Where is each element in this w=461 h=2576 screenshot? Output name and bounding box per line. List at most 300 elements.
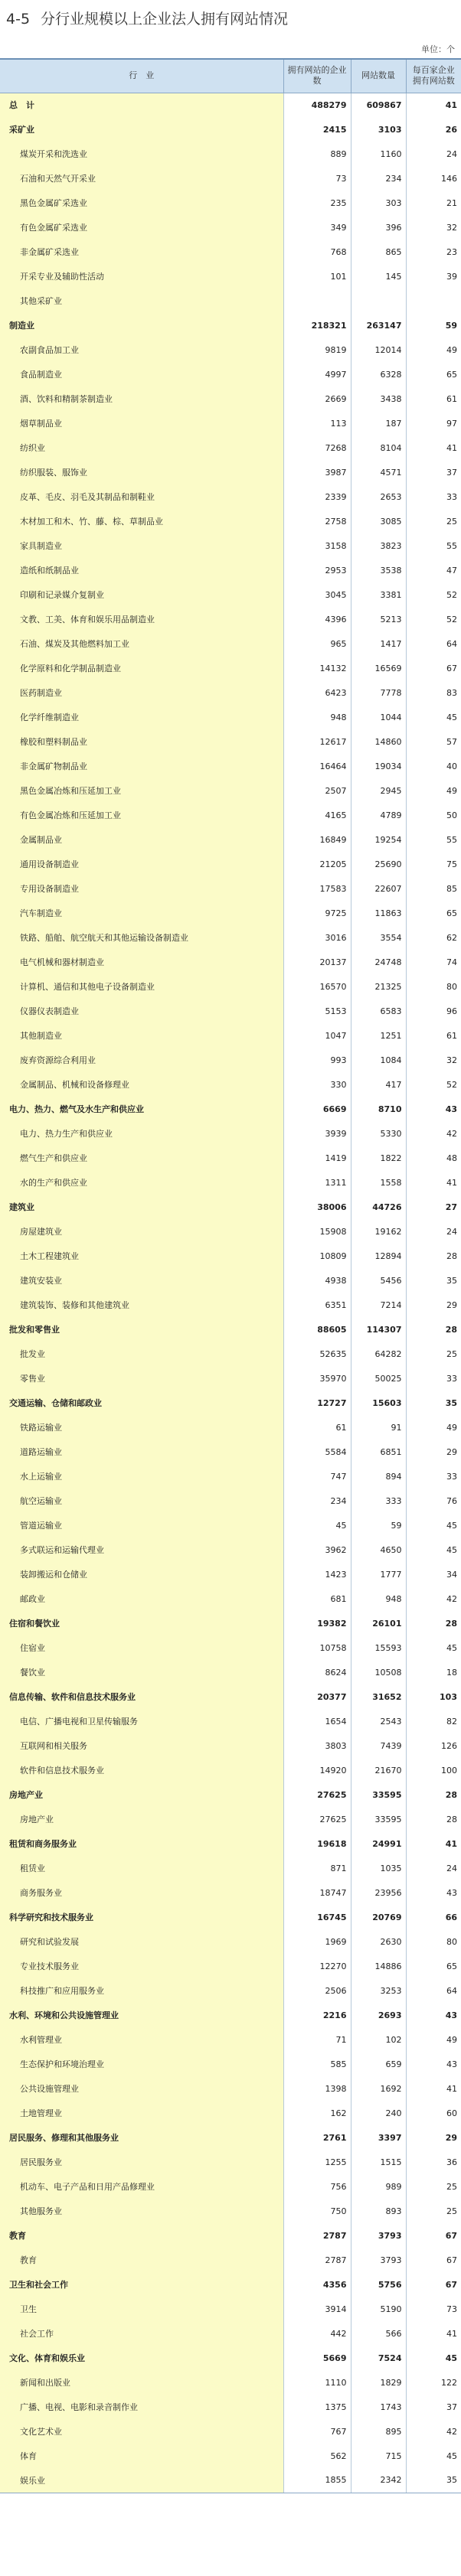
industry-cell: 专用设备制造业 [0,876,283,901]
industry-cell: 房地产业 [0,1807,283,1831]
per-hundred-cell: 25 [406,509,461,533]
industry-cell: 管道运输业 [0,1513,283,1537]
websites-cell: 114307 [351,1317,406,1342]
industry-cell: 广播、电视、电影和录音制作业 [0,2395,283,2419]
per-hundred-cell: 29 [406,1293,461,1317]
table-row [0,2272,461,2297]
table-row [0,1709,461,1733]
per-hundred-cell: 65 [406,1954,461,1978]
industry-cell: 橡胶和塑料制品业 [0,729,283,754]
websites-cell: 7214 [351,1293,406,1317]
industry-cell: 计算机、通信和其他电子设备制造业 [0,974,283,999]
websites-cell: 234 [351,166,406,191]
enterprises-cell: 10809 [283,1244,351,1268]
table-row [0,117,461,142]
enterprises-cell: 10758 [283,1635,351,1660]
websites-cell: 6851 [351,1440,406,1464]
industry-cell: 非金属矿物制品业 [0,754,283,778]
per-hundred-cell: 67 [406,656,461,680]
enterprises-cell: 750 [283,2199,351,2223]
websites-cell: 3793 [351,2248,406,2272]
per-hundred-cell: 28 [406,1244,461,1268]
enterprises-cell: 1654 [283,1709,351,1733]
enterprises-cell: 16745 [283,1905,351,1929]
enterprises-cell: 1423 [283,1562,351,1586]
enterprises-cell: 3962 [283,1537,351,1562]
table-row [0,2052,461,2076]
industry-cell: 租赁和商务服务业 [0,1831,283,1856]
table-row [0,2003,461,2027]
enterprises-cell: 52635 [283,1342,351,1366]
table-row [0,2248,461,2272]
table-row [0,607,461,631]
websites-cell: 2630 [351,1929,406,1954]
enterprises-cell: 101 [283,264,351,289]
table-row [0,2076,461,2101]
per-hundred-cell: 67 [406,2223,461,2248]
websites-cell: 44726 [351,1195,406,1219]
per-hundred-cell: 48 [406,1146,461,1170]
websites-cell: 659 [351,2052,406,2076]
enterprises-cell: 17583 [283,876,351,901]
enterprises-cell: 2953 [283,558,351,582]
websites-cell: 19162 [351,1219,406,1244]
websites-cell: 1417 [351,631,406,656]
table-row [0,1905,461,1929]
per-hundred-cell: 41 [406,1831,461,1856]
websites-cell: 15603 [351,1391,406,1415]
industry-cell: 化学纤维制造业 [0,705,283,729]
industry-cell: 水利、环境和公共设施管理业 [0,2003,283,2027]
enterprises-cell: 16570 [283,974,351,999]
websites-cell: 303 [351,191,406,215]
websites-cell: 948 [351,1586,406,1611]
enterprises-cell: 27625 [283,1782,351,1807]
per-hundred-cell: 28 [406,1782,461,1807]
per-hundred-cell: 57 [406,729,461,754]
per-hundred-cell: 50 [406,803,461,827]
per-hundred-cell: 52 [406,1072,461,1097]
enterprises-cell: 235 [283,191,351,215]
websites-cell: 33595 [351,1782,406,1807]
enterprises-cell: 15908 [283,1219,351,1244]
websites-cell: 566 [351,2321,406,2346]
enterprises-cell: 4356 [283,2272,351,2297]
websites-cell: 5456 [351,1268,406,1293]
industry-cell: 水上运输业 [0,1464,283,1489]
industry-cell: 社会工作 [0,2321,283,2346]
per-hundred-cell: 45 [406,1635,461,1660]
websites-cell: 2543 [351,1709,406,1733]
websites-cell: 12894 [351,1244,406,1268]
per-hundred-cell: 35 [406,1391,461,1415]
industry-cell: 采矿业 [0,117,283,142]
enterprises-cell: 21205 [283,852,351,876]
enterprises-cell: 488279 [283,93,351,117]
websites-cell: 21325 [351,974,406,999]
enterprises-cell: 1255 [283,2150,351,2174]
table-row [0,1782,461,1807]
per-hundred-cell: 33 [406,484,461,509]
industry-cell: 汽车制造业 [0,901,283,925]
industry-cell: 批发业 [0,1342,283,1366]
websites-cell: 59 [351,1513,406,1537]
per-hundred-cell: 45 [406,705,461,729]
per-hundred-cell: 45 [406,2346,461,2370]
per-hundred-cell: 41 [406,2321,461,2346]
websites-cell: 1084 [351,1048,406,1072]
industry-cell: 医药制造业 [0,680,283,705]
industry-cell: 批发和零售业 [0,1317,283,1342]
industry-cell: 其他制造业 [0,1023,283,1048]
enterprises-cell: 562 [283,2444,351,2468]
per-hundred-cell: 33 [406,1464,461,1489]
enterprises-cell: 12270 [283,1954,351,1978]
websites-cell: 12014 [351,337,406,362]
industry-cell: 专业技术服务业 [0,1954,283,1978]
table-row [0,1317,461,1342]
enterprises-cell: 585 [283,2052,351,2076]
enterprises-cell: 4165 [283,803,351,827]
industry-cell: 通用设备制造业 [0,852,283,876]
table-row [0,2419,461,2444]
per-hundred-cell: 103 [406,1684,461,1709]
table-row [0,484,461,509]
industry-cell: 新闻和出版业 [0,2370,283,2395]
per-hundred-cell: 24 [406,142,461,166]
table-row [0,1366,461,1391]
table-row [0,1978,461,2003]
industry-cell: 家具制造业 [0,533,283,558]
enterprises-cell: 18747 [283,1880,351,1905]
table-row [0,240,461,264]
per-hundred-cell: 73 [406,2297,461,2321]
websites-cell: 3381 [351,582,406,607]
websites-cell: 715 [351,2444,406,2468]
enterprises-cell: 1375 [283,2395,351,2419]
websites-cell: 16569 [351,656,406,680]
per-hundred-cell: 42 [406,1586,461,1611]
table-row [0,1440,461,1464]
per-hundred-cell: 59 [406,313,461,337]
websites-cell: 23956 [351,1880,406,1905]
table-row [0,1170,461,1195]
per-hundred-cell: 43 [406,1880,461,1905]
industry-cell: 卫生 [0,2297,283,2321]
per-hundred-cell: 34 [406,1562,461,1586]
per-hundred-cell: 45 [406,1513,461,1537]
table-number: 4-5 [6,11,31,28]
industry-cell: 道路运输业 [0,1440,283,1464]
websites-cell: 2693 [351,2003,406,2027]
table-row [0,2199,461,2223]
table-row [0,2346,461,2370]
industry-cell: 租赁业 [0,1856,283,1880]
enterprises-cell: 19382 [283,1611,351,1635]
per-hundred-cell: 64 [406,631,461,656]
table-row [0,533,461,558]
enterprises-cell: 3914 [283,2297,351,2321]
websites-cell: 7778 [351,680,406,705]
table-row [0,656,461,680]
per-hundred-cell: 41 [406,435,461,460]
industry-cell: 体育 [0,2444,283,2468]
industry-cell: 化学原料和化学制品制造业 [0,656,283,680]
header-website-count: 网站数量 [351,59,406,93]
per-hundred-cell: 61 [406,1023,461,1048]
industry-cell: 信息传输、软件和信息技术服务业 [0,1684,283,1709]
per-hundred-cell: 25 [406,2199,461,2223]
enterprises-cell: 5669 [283,2346,351,2370]
per-hundred-cell: 122 [406,2370,461,2395]
table-row [0,876,461,901]
industry-cell: 金属制品业 [0,827,283,852]
per-hundred-cell [406,289,461,313]
enterprises-cell: 349 [283,215,351,240]
industry-cell: 电气机械和器材制造业 [0,950,283,974]
websites-cell: 21670 [351,1758,406,1782]
table-row [0,1464,461,1489]
industry-cell: 水利管理业 [0,2027,283,2052]
per-hundred-cell: 42 [406,2419,461,2444]
websites-cell: 6328 [351,362,406,386]
table-row [0,901,461,925]
table-row [0,803,461,827]
table-row [0,1072,461,1097]
websites-cell: 187 [351,411,406,435]
per-hundred-cell: 37 [406,2395,461,2419]
industry-cell: 酒、饮料和精制茶制造业 [0,386,283,411]
enterprises-cell: 6351 [283,1293,351,1317]
per-hundred-cell: 33 [406,1366,461,1391]
enterprises-cell: 2415 [283,117,351,142]
enterprises-cell: 14920 [283,1758,351,1782]
industry-cell: 纺织业 [0,435,283,460]
industry-cell: 煤炭开采和洗选业 [0,142,283,166]
table-row [0,2174,461,2199]
industry-cell: 有色金属矿采选业 [0,215,283,240]
per-hundred-cell: 28 [406,1807,461,1831]
per-hundred-cell: 82 [406,1709,461,1733]
websites-cell: 25690 [351,852,406,876]
per-hundred-cell: 32 [406,215,461,240]
industry-cell: 纺织服装、服饰业 [0,460,283,484]
websites-cell: 5190 [351,2297,406,2321]
table-row [0,1097,461,1121]
industry-cell: 烟草制品业 [0,411,283,435]
industry-cell: 仪器仪表制造业 [0,999,283,1023]
industry-cell: 装卸搬运和仓储业 [0,1562,283,1586]
industry-cell: 房屋建筑业 [0,1219,283,1244]
industry-cell: 房地产业 [0,1782,283,1807]
websites-cell: 893 [351,2199,406,2223]
table-row [0,1954,461,1978]
unit-label: 单位：个 [421,44,455,54]
per-hundred-cell: 18 [406,1660,461,1684]
industry-cell: 公共设施管理业 [0,2076,283,2101]
table-row [0,1684,461,1709]
websites-cell: 26101 [351,1611,406,1635]
websites-cell: 240 [351,2101,406,2125]
industry-cell: 燃气生产和供应业 [0,1146,283,1170]
websites-cell: 3538 [351,558,406,582]
websites-cell: 417 [351,1072,406,1097]
websites-cell: 20769 [351,1905,406,1929]
table-body [0,93,461,2493]
per-hundred-cell: 49 [406,1415,461,1440]
enterprises-cell: 2758 [283,509,351,533]
table-row [0,925,461,950]
industry-cell: 互联网和相关服务 [0,1733,283,1758]
industry-cell: 电力、热力、燃气及水生产和供应业 [0,1097,283,1121]
table-row [0,1023,461,1048]
websites-cell: 609867 [351,93,406,117]
industry-cell: 农副食品加工业 [0,337,283,362]
table-row [0,435,461,460]
enterprises-cell: 38006 [283,1195,351,1219]
enterprises-cell: 7268 [283,435,351,460]
industry-cell: 建筑装饰、装修和其他建筑业 [0,1293,283,1317]
header-industry: 行 业 [0,59,283,93]
table-row [0,852,461,876]
table-title-text: 分行业规模以上企业法人拥有网站情况 [41,11,289,28]
websites-cell: 145 [351,264,406,289]
table-row [0,1537,461,1562]
enterprises-cell: 993 [283,1048,351,1072]
table-row [0,1807,461,1831]
per-hundred-cell: 28 [406,1317,461,1342]
websites-cell: 4571 [351,460,406,484]
websites-cell: 5330 [351,1121,406,1146]
websites-cell: 333 [351,1489,406,1513]
industry-cell: 科技推广和应用服务业 [0,1978,283,2003]
per-hundred-cell: 85 [406,876,461,901]
table-row [0,582,461,607]
industry-cell: 造纸和纸制品业 [0,558,283,582]
websites-cell: 396 [351,215,406,240]
enterprises-cell: 2506 [283,1978,351,2003]
table-row [0,974,461,999]
per-hundred-cell: 45 [406,1537,461,1562]
enterprises-cell: 1419 [283,1146,351,1170]
per-hundred-cell: 75 [406,852,461,876]
per-hundred-cell: 42 [406,1121,461,1146]
industry-cell: 金属制品、机械和设备修理业 [0,1072,283,1097]
enterprises-cell [283,289,351,313]
per-hundred-cell: 55 [406,827,461,852]
enterprises-cell: 20137 [283,950,351,974]
table-row [0,1146,461,1170]
enterprises-cell: 1969 [283,1929,351,1954]
enterprises-cell: 3803 [283,1733,351,1758]
websites-cell: 1777 [351,1562,406,1586]
per-hundred-cell: 24 [406,1856,461,1880]
websites-cell: 14860 [351,729,406,754]
per-hundred-cell: 62 [406,925,461,950]
table-row [0,1342,461,1366]
enterprises-cell: 442 [283,2321,351,2346]
industry-cell: 教育 [0,2223,283,2248]
websites-cell: 50025 [351,1366,406,1391]
header-per-hundred: 每百家企业拥有网站数 [406,59,461,93]
table-row [0,2101,461,2125]
websites-cell: 1822 [351,1146,406,1170]
industry-cell: 娱乐业 [0,2468,283,2493]
industry-cell: 其他采矿业 [0,289,283,313]
websites-cell: 5756 [351,2272,406,2297]
per-hundred-cell: 43 [406,2003,461,2027]
per-hundred-cell: 61 [406,386,461,411]
table-row [0,2150,461,2174]
websites-cell: 19254 [351,827,406,852]
websites-cell: 14886 [351,1954,406,1978]
per-hundred-cell: 29 [406,1440,461,1464]
websites-cell: 895 [351,2419,406,2444]
table-row [0,93,461,117]
industry-cell: 其他服务业 [0,2199,283,2223]
table-row [0,2370,461,2395]
per-hundred-cell: 29 [406,2125,461,2150]
websites-cell: 24991 [351,1831,406,1856]
websites-cell: 2945 [351,778,406,803]
enterprises-cell: 6423 [283,680,351,705]
table-row [0,558,461,582]
table-row [0,631,461,656]
per-hundred-cell: 35 [406,2468,461,2493]
enterprises-cell: 12727 [283,1391,351,1415]
websites-cell: 1035 [351,1856,406,1880]
enterprises-cell: 1398 [283,2076,351,2101]
industry-cell: 电信、广播电视和卫星传输服务 [0,1709,283,1733]
per-hundred-cell: 49 [406,2027,461,2052]
industry-cell: 邮政业 [0,1586,283,1611]
industry-cell: 研究和试验发展 [0,1929,283,1954]
industry-cell: 废弃资源综合利用业 [0,1048,283,1072]
industry-cell: 土地管理业 [0,2101,283,2125]
industry-cell: 建筑业 [0,1195,283,1219]
enterprises-cell: 27625 [283,1807,351,1831]
table-row [0,337,461,362]
websites-cell: 8104 [351,435,406,460]
table-title [6,8,458,31]
industry-cell: 总 计 [0,93,283,117]
per-hundred-cell: 25 [406,1342,461,1366]
table-row [0,1121,461,1146]
industry-cell: 居民服务业 [0,2150,283,2174]
per-hundred-cell: 60 [406,2101,461,2125]
websites-cell: 10508 [351,1660,406,1684]
table-row [0,778,461,803]
websites-cell: 5213 [351,607,406,631]
enterprises-cell: 2669 [283,386,351,411]
industry-cell: 土木工程建筑业 [0,1244,283,1268]
websites-cell: 3438 [351,386,406,411]
table-row [0,2395,461,2419]
enterprises-cell: 3158 [283,533,351,558]
websites-cell: 7439 [351,1733,406,1758]
table-row [0,1831,461,1856]
industry-cell: 建筑安装业 [0,1268,283,1293]
per-hundred-cell: 76 [406,1489,461,1513]
per-hundred-cell: 67 [406,2272,461,2297]
per-hundred-cell: 41 [406,2076,461,2101]
per-hundred-cell: 65 [406,362,461,386]
enterprises-cell: 9819 [283,337,351,362]
industry-cell: 水的生产和供应业 [0,1170,283,1195]
enterprises-cell: 35970 [283,1366,351,1391]
enterprises-cell: 88605 [283,1317,351,1342]
enterprises-cell: 8624 [283,1660,351,1684]
